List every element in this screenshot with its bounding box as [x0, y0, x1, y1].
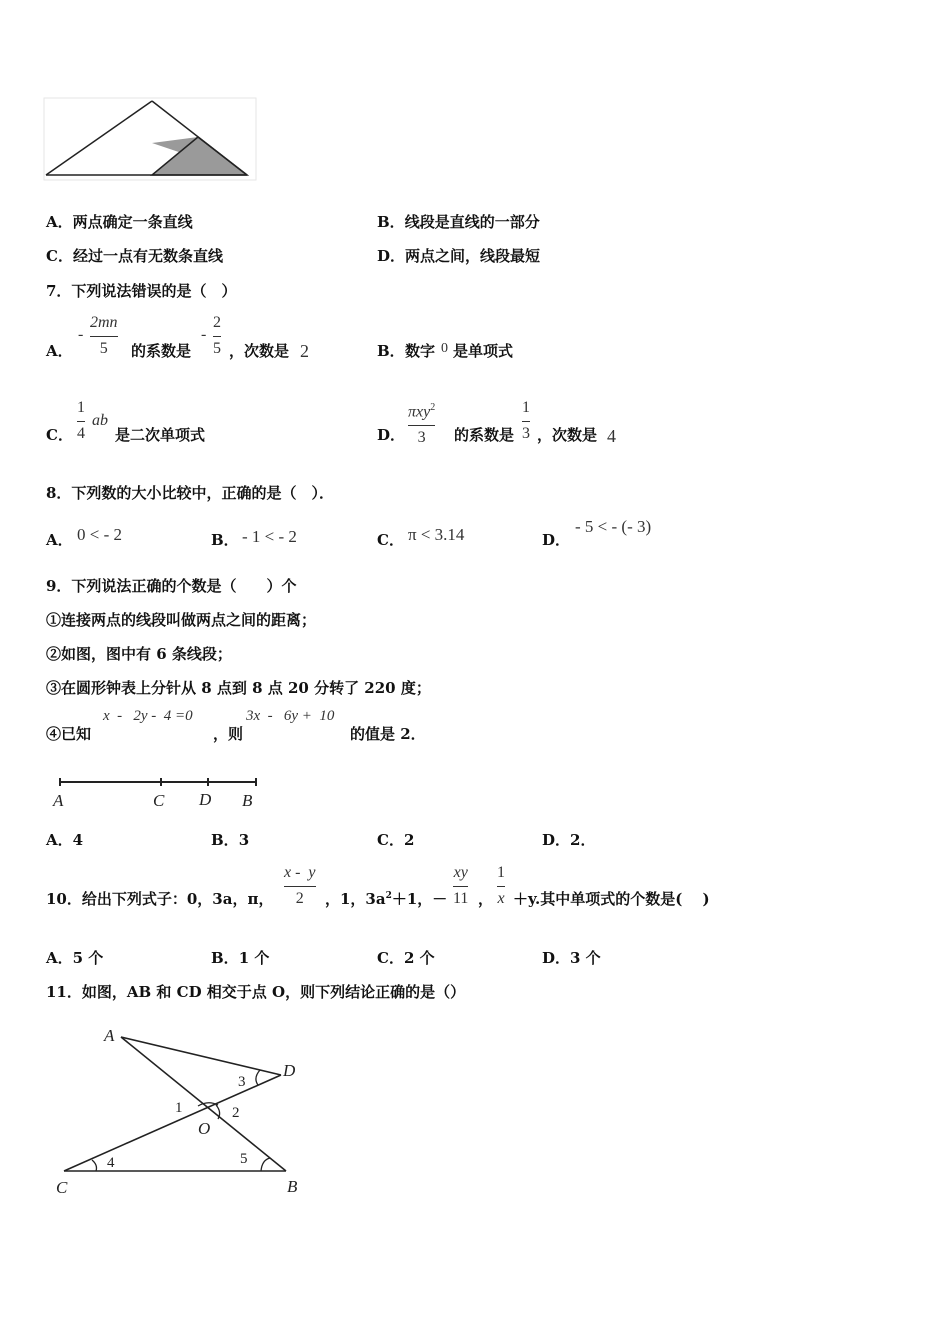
angle-4: 4	[107, 1155, 115, 1171]
q6-option-a[interactable]: A．两点确定一条直线	[46, 213, 193, 231]
label-b: B	[287, 1177, 298, 1196]
angle-5: 5	[240, 1151, 248, 1167]
fraction-2-5: 2 5	[213, 314, 221, 357]
q10-option-a[interactable]: A．5 个	[46, 949, 104, 967]
fraction-1-4: 1 4	[77, 399, 85, 442]
fraction-xy-11: xy 11	[453, 864, 469, 907]
fraction-x-minus-y-2: x - y 2	[284, 864, 316, 907]
q10-option-b[interactable]: B．1 个	[211, 949, 270, 967]
q9-option-a[interactable]: A．4	[46, 831, 84, 849]
q9-statement-1: ①连接两点的线段叫做两点之间的距离；	[46, 611, 317, 629]
q8-stem: 8．下列数的大小比较中，正确的是（ ）．	[46, 484, 334, 502]
point-label-a: A	[53, 791, 64, 810]
q7-stem: 7．下列说法错误的是（ ）	[46, 282, 237, 300]
label-a: A	[104, 1026, 115, 1045]
label-d: D	[283, 1061, 296, 1080]
q9-stem: 9．下列说法正确的个数是（ ）个	[46, 577, 297, 595]
q9-option-d[interactable]: D．2．	[542, 831, 596, 849]
q9-statement-3: ③在圆形钟表上分针从 8 点到 8 点 20 分转了 220 度；	[46, 679, 431, 697]
q6-option-c[interactable]: C．经过一点有无数条直线	[46, 247, 223, 265]
q9-statement-2: ②如图，图中有 6 条线段；	[46, 645, 232, 663]
q10-option-d[interactable]: D．3 个	[542, 949, 601, 967]
fraction-1-x: 1 x	[497, 864, 505, 907]
line-segment-figure	[48, 772, 268, 814]
q10-option-c[interactable]: C．2 个	[377, 949, 435, 967]
point-label-b: B	[242, 791, 253, 810]
intersecting-lines-figure	[48, 1020, 318, 1205]
q6-option-d[interactable]: D．两点之间，线段最短	[377, 247, 541, 265]
triangle-figure	[40, 95, 260, 185]
label-c: C	[56, 1178, 68, 1197]
point-label-c: C	[153, 791, 165, 810]
angle-3: 3	[238, 1074, 246, 1090]
q9-option-b[interactable]: B．3	[211, 831, 250, 849]
q9-option-c[interactable]: C．2	[377, 831, 415, 849]
q6-option-b[interactable]: B．线段是直线的一部分	[377, 213, 540, 231]
point-label-d: D	[199, 790, 212, 809]
fraction-2mn-5: 2mn 5	[90, 314, 118, 357]
angle-2: 2	[232, 1105, 240, 1121]
fraction-1-3: 1 3	[522, 399, 530, 442]
fraction-pixy2-3: πxy$^2$ 3	[408, 402, 436, 447]
angle-1: 1	[175, 1100, 183, 1116]
q11-stem: 11．如图，AB 和 CD 相交于点 O，则下列结论正确的是（）	[46, 983, 466, 1001]
label-o: O	[198, 1119, 211, 1138]
